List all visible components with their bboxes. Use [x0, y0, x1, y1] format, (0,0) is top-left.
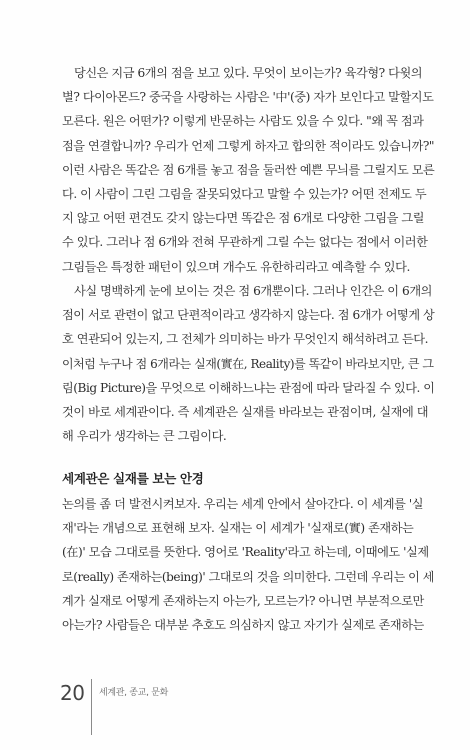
text-line: 림(Big Picture)을 무엇으로 이해하느냐는 관점에 따라 달라질 수 있다. 이	[62, 380, 435, 395]
paragraph-reality	[62, 492, 434, 637]
text-line: 호 연관되어 있는지, 그 전체가 의미하는 바가 무엇인지 해석하려고 든다.	[62, 332, 429, 347]
text-line: 이런 사람은 똑같은 점 6개를 놓고 점을 둘러싼 예쁜 무늬를 그릴지도 모른	[62, 162, 435, 177]
footer-divider	[91, 679, 92, 735]
text-line: 아는가? 사람들은 대부분 추호도 의심하지 않고 자기가 실제로 존재하는	[62, 617, 424, 632]
running-footer-title: 세계관, 종교, 문화	[99, 688, 169, 698]
text-line: 당신은 지금 6개의 점을 보고 있다. 무엇이 보이는가? 육각형? 다윗의	[74, 66, 423, 80]
text-line: 사실 명백하게 눈에 보이는 것은 점 6개뿐이다. 그러나 인간은 이 6개의	[74, 284, 432, 298]
text-line: 계가 실재로 어떻게 존재하는지 아는가, 모르는가? 아니면 부분적으로만	[62, 593, 424, 608]
text-line: 모른다. 원은 어떤가? 이렇게 반문하는 사람도 있을 수 있다. "왜 꼭 점과	[62, 114, 424, 129]
text-line: 논의를 좀 더 발전시켜보자. 우리는 세계 안에서 살아간다. 이 세계를 '실	[62, 497, 424, 511]
text-line: 별? 다이아몬드? 중국을 사랑하는 사람은 '中'(중) 자가 보인다고 말할지도	[62, 90, 434, 105]
paragraph-worldview	[62, 279, 434, 448]
text-line: 것이 바로 세계관이다. 즉 세계관은 실재를 바라보는 관점이며, 실재에 대	[62, 404, 429, 419]
text-line: 수 있다. 그러나 점 6개와 전혀 무관하게 그릴 수는 없다는 점에서 이러한	[62, 235, 428, 250]
text-line: (在)' 모습 그대로를 뜻한다. 영어로 'Reality'라고 하는데, 이때에도 '실제	[62, 545, 429, 560]
text-line: 그림들은 특정한 패턴이 있으며 개수도 유한하리라고 예측할 수 있다.	[62, 259, 410, 274]
paragraph-six-dots	[62, 61, 434, 279]
text-line: 로(really) 존재하는(being)' 그대로의 것을 의미한다. 그런데 우리는 이 세	[62, 569, 434, 584]
text-line: 이처럼 누구나 점 6개라는 실재(實在, Reality)를 똑같이 바라보지만, 큰 그	[62, 356, 434, 371]
section-heading: 세계관은 실재를 보는 안경	[62, 471, 204, 486]
text-line: 재'라는 개념으로 표현해 보자. 실재는 이 세계가 '실재로(實) 존재하는	[62, 521, 414, 536]
text-line: 지 않고 어떤 편견도 갖지 않는다면 똑같은 점 6개로 다양한 그림을 그릴	[62, 211, 425, 226]
page-number: 20	[60, 681, 85, 705]
text-line: 다. 이 사람이 그린 그림을 잘못되었다고 말할 수 있는가? 어떤 전제도 두	[62, 186, 427, 201]
text-line: 점이 서로 관련이 없고 단편적이라고 생각하지 않는다. 점 6개가 어떻게 상	[62, 308, 435, 323]
text-line: 점을 연결합니까? 우리가 언제 그렇게 하자고 합의한 적이라도 있습니까?"	[62, 138, 435, 153]
text-line: 해 우리가 생각하는 큰 그림이다.	[62, 429, 227, 444]
